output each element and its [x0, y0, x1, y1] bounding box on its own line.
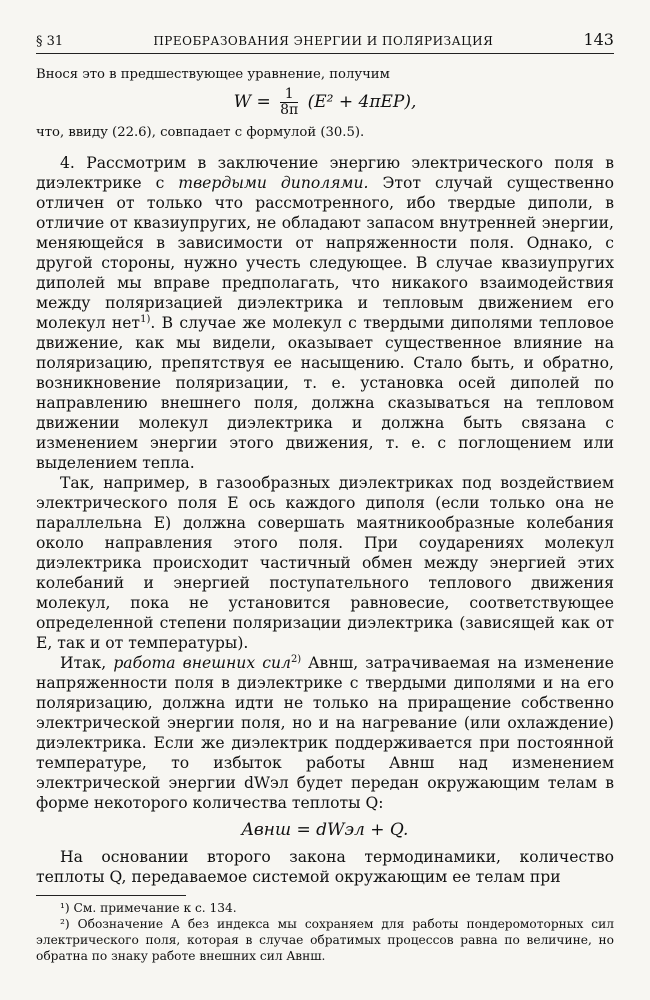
formula-rhs: (E² + 4πEP), [307, 92, 417, 112]
footnotes [36, 900, 614, 964]
paragraph-2: Так, например, в газообразных диэлектриках под воздействием электрического поля E ось каждого диполя (если только она не параллельна E) должна совершать маятникообразные колебания около направления этого поля. При соударениях молекул диэлектрика происходит частичный обмен между энергией этих колебаний и энергией поступательного теплового движения молекул, пока не установится равновесие, соответствующее определенной степени поляризации диэлектрика (зависящей как от E, так и от температуры). [36, 474, 614, 652]
paragraph-4: На основании второго закона термодинамики, количество теплоты Q, передаваемое системой окружающим ее телам при [36, 848, 614, 886]
running-title: ПРЕОБРАЗОВАНИЯ ЭНЕРГИИ И ПОЛЯРИЗАЦИЯ [153, 34, 494, 48]
formula-lhs: W = [233, 92, 271, 112]
paragraph-3: Итак, работа внешних сил$^{2)}$ Aвнш, затрачиваемая на изменение напряженности поля в диэлектрике с твердыми диполями и на его поляризацию, должна идти не только на приращение собственно электрической энергии поля, но и на нагревание (или охлаждение) диэлектрика. Если же диэлектрик поддерживается при постоянной температуре, то избыток работы Aвнш над изменением электрической энергии dWэл будет передан окружающим телам в форме некоторого количества теплоты Q: [36, 653, 615, 812]
page [36, 30, 614, 964]
work-formula: Aвнш = dWэл + Q. [241, 820, 409, 840]
footnote-divider [36, 895, 186, 896]
main-text [36, 153, 614, 813]
fraction-denominator: 8π [280, 102, 299, 118]
emphasis-hard-dipoles: твердыми диполями. [178, 174, 369, 192]
running-header [36, 30, 614, 54]
emphasis-external-work: работа внешних сил [113, 654, 291, 672]
section-number: § 31 [36, 34, 64, 49]
footnote-2: ²) Обозначение A без индекса мы сохраняем для работы пондеромоторных сил электрического поля, которая в случае обратимых процессов равна по величине, но обратна по знаку работе внешних сил Aвнш. [36, 917, 614, 963]
footnote-ref-2[interactable]: 2) [290, 653, 302, 665]
intro-line-2: что, ввиду (22.6), совпадает с формулой (30.5). [36, 125, 365, 140]
formula-fraction [280, 87, 298, 118]
page-number: 143 [583, 30, 614, 49]
energy-formula [36, 87, 614, 118]
paragraph-1: 4. Рассмотрим в заключение энергию электрического поля в диэлектрике с твердыми диполями. Этот случай существенно отличен от только что рассмотренного, ибо твердые диполи, в отличие от квазиупругих, не обладают запасом внутренней энергии, меняющейся в зависимости от напряженности поля. Однако, с другой стороны, нужно учесть следующее. В случае квазиупругих диполей мы вправе предполагать, что никакого взаимодействия между поляризацией диэлектрика и тепловым движением его молекул нет$^{1)}$. В случае же молекул с твердыми диполями тепловое движение, как мы видели, оказывает существенное влияние на поляризацию, препятствуя ее насыщению. Стало быть, и обратно, возникновение поляризации, т. е. установка осей диполей по направлению внешнего поля, должна сказываться на тепловом движении молекул диэлектрика и должна быть связана с изменением энергии этого движения, т. е. с поглощением или выделением тепла. [36, 154, 615, 472]
intro-line-1: Внося это в предшествующее уравнение, получим [36, 67, 390, 82]
main-text-cont [36, 847, 614, 887]
fraction-numerator: 1 [280, 87, 298, 103]
footnote-1: ¹) См. примечание к с. 134. [60, 901, 237, 915]
footnote-ref-1[interactable]: 1) [140, 313, 151, 325]
